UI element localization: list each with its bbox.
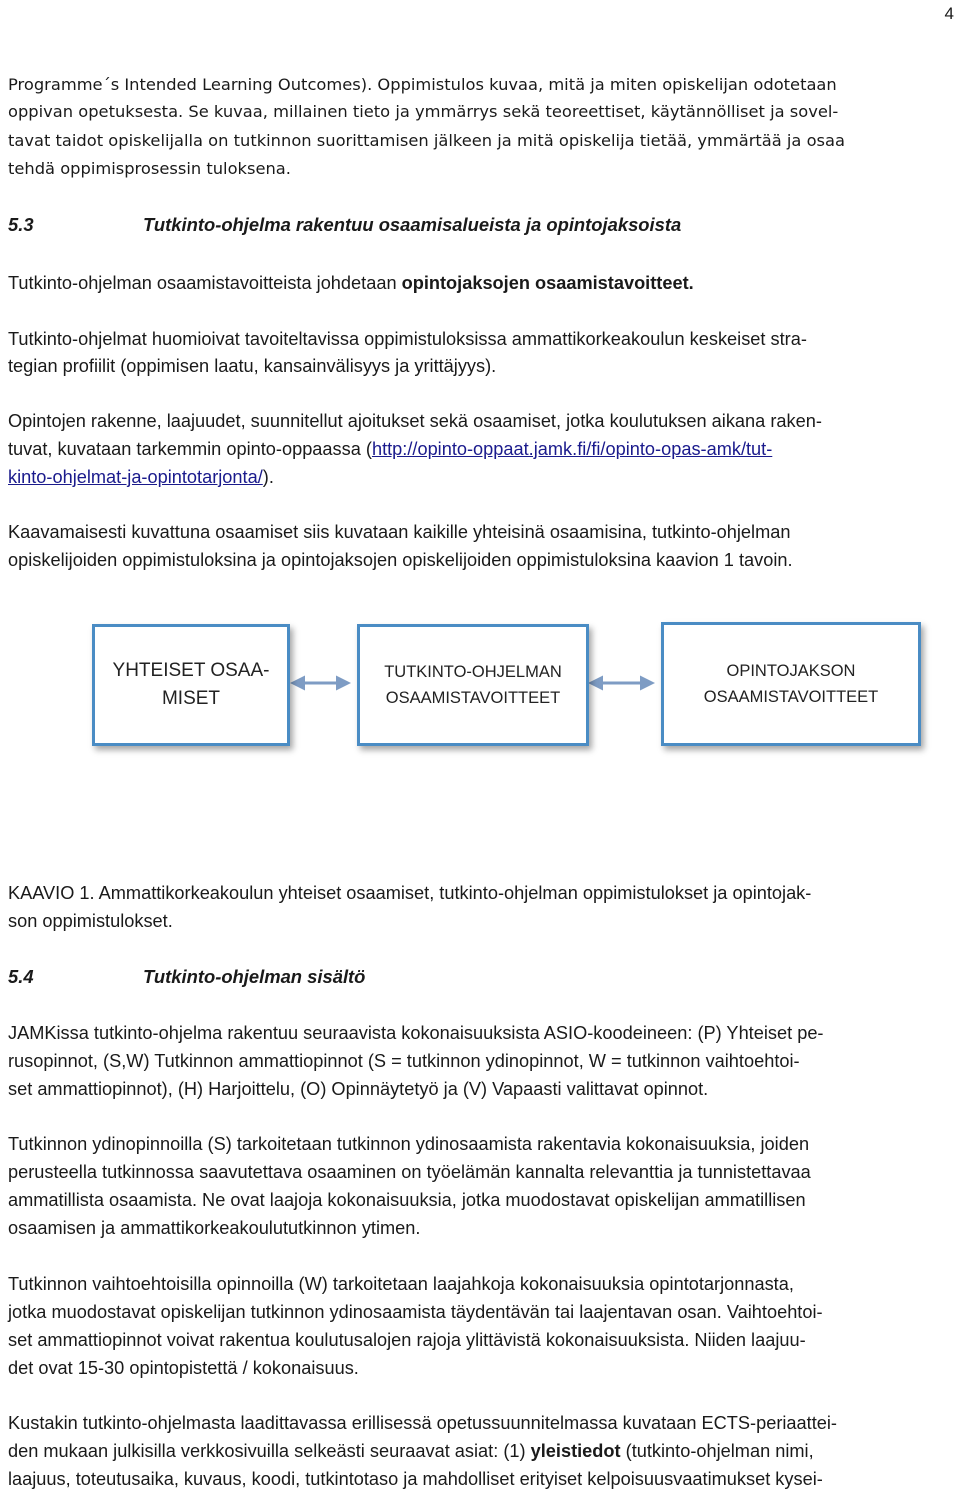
section-5-4-p3-line-4: det ovat 15-30 opintopistettä / kokonaisuus.	[8, 1358, 359, 1378]
outcomes-line-2: oppivan opetuksesta. Se kuvaa, millainen tieto ja ymmärrys sekä teoreettiset, käytännölliset ja sovel-	[8, 102, 839, 121]
section-5-4-p3-line-3: set ammattiopinnot voivat rakentua koulutusalojen rajoja ylittävistä kokonaisuuksista. Niiden laajuu-	[8, 1330, 806, 1350]
section-5-4-p1-line-1: JAMKissa tutkinto-ohjelma rakentuu seuraavista kokonaisuuksista ASIO-koodeineen: (P) Yhteiset pe-	[8, 1023, 824, 1043]
section-5-3-p4-line-1: Kaavamaisesti kuvattuna osaamiset siis kuvataan kaikille yhteisinä osaamisina, tutkinto-ohjelman	[8, 522, 791, 542]
paragraph-text: den mukaan julkisilla verkkosivuilla selkeästi seuraavat asiat: (1)	[8, 1441, 531, 1461]
section-5-4-p2-line-2: perusteella tutkinnossa saavutettava osaaminen on työelämän kannalta relevanttia ja tunnistettavaa	[8, 1162, 811, 1182]
section-5-3-p2-line-2: tegian profiilit (oppimisen laatu, kansainvälisyys ja yrittäjyys).	[8, 356, 497, 376]
bold-text: yleistiedot	[530, 1441, 621, 1461]
outcomes-line-1: Programme´s Intended Learning Outcomes). Oppimistulos kuvaa, mitä ja miten opiskelijan odotetaan	[8, 75, 837, 94]
section-5-4-p2-line-1: Tutkinnon ydinopinnoilla (S) tarkoitetaan tutkinnon ydinosaamista rakentavia kokonaisuuksia, joiden	[8, 1134, 810, 1154]
paragraph-text: ).	[262, 467, 274, 487]
section-5-3-p4-line-2: opiskelijoiden oppimistuloksina ja opintojaksojen opiskelijoiden oppimistuloksina kaavion 1 tavoin.	[8, 550, 793, 570]
bold-text: opintojaksojen osaamistavoitteet.	[401, 273, 694, 293]
box-text-line: OPINTOJAKSON	[726, 662, 856, 680]
box-text-line: MISET	[161, 688, 221, 709]
opinto-opas-link-continued[interactable]: kinto-ohjelmat-ja-opintotarjonta/	[8, 467, 263, 487]
section-5-4-p4-line-2	[8, 1437, 814, 1465]
paragraph-text: (tutkinto-ohjelman nimi,	[620, 1441, 814, 1461]
opinto-opas-link[interactable]: http://opinto-oppaat.jamk.fi/fi/opinto-opas-amk/tut-	[371, 439, 773, 459]
section-5-3-number: 5.3	[8, 214, 34, 235]
paragraph-text: Tutkinto-ohjelman osaamistavoitteista johdetaan	[8, 273, 402, 293]
section-5-3-p2-line-1: Tutkinto-ohjelmat huomioivat tavoiteltavissa oppimistuloksissa ammattikorkeakoulun keskeiset stra-	[8, 329, 807, 349]
diagram-box-opintojakson	[661, 622, 921, 746]
outcomes-line-3: tavat taidot opiskelijalla on tutkinnon suorittamisen jälkeen ja mitä opiskelija tietää, ymmärtää ja osaa	[8, 131, 845, 150]
section-5-3-title: Tutkinto-ohjelma rakentuu osaamisalueista ja opintojaksoista	[143, 214, 682, 235]
outcomes-line-4: tehdä oppimisprosessin tuloksena.	[8, 159, 291, 178]
section-5-4-heading	[0, 963, 960, 991]
section-5-4-p4-line-1: Kustakin tutkinto-ohjelmasta laadittavassa erillisessä opetussuunnitelmassa kuvataan ECTS-periaattei-	[8, 1413, 837, 1433]
paragraph-text: tuvat, kuvataan tarkemmin opinto-oppaassa (	[8, 439, 372, 459]
diagram-caption-line-2: son oppimistulokset.	[8, 911, 173, 931]
diagram-caption-line-1: KAAVIO 1. Ammattikorkeakoulun yhteiset osaamiset, tutkinto-ohjelman oppimistulokset ja opintojak-	[8, 883, 812, 903]
box-text-line: YHTEISET OSAA-	[112, 660, 270, 681]
box-text-line: OSAAMISTAVOITTEET	[703, 688, 879, 706]
section-5-4-p3-line-2: jotka muodostavat opiskelijan tutkinnon ydinosaamista täydentävän tai laajentavan osan. Vaihtoehtoi-	[8, 1302, 823, 1322]
section-5-4-title: Tutkinto-ohjelman sisältö	[143, 966, 366, 987]
diagram-box-yhteiset-osaamiset	[92, 624, 290, 746]
box-text-line: OSAAMISTAVOITTEET	[385, 689, 561, 707]
section-5-4-number: 5.4	[8, 966, 34, 987]
diagram-box-tutkinto-ohjelman	[357, 624, 589, 746]
section-5-3-p3-line-1: Opintojen rakenne, laajuudet, suunnitellut ajoitukset sekä osaamiset, jotka koulutuksen aikana raken-	[8, 411, 822, 431]
section-5-4-p1-line-2: rusopinnot, (S,W) Tutkinnon ammattiopinnot (S = tutkinnon ydinopinnot, W = tutkinnon vaihtoehtoi-	[8, 1051, 800, 1071]
section-5-4-p2-line-3: ammatillista osaamista. Ne ovat laajoja kokonaisuuksia, jotka muodostavat opiskelijan ammatillisen	[8, 1190, 806, 1210]
box-text-line: TUTKINTO-OHJELMAN	[384, 663, 562, 681]
section-5-4-p2-line-4: osaamisen ja ammattikorkeakoulututkinnon ytimen.	[8, 1218, 421, 1238]
page-number: 4	[944, 4, 954, 23]
section-5-4-p4-line-3: laajuus, toteutusaika, kuvaus, koodi, tutkintotaso ja mahdolliset erityiset kelpoisuusvaatimukset kysei-	[8, 1469, 823, 1489]
section-5-4-p1-line-3: set ammattiopinnot), (H) Harjoittelu, (O) Opinnäytetyö ja (V) Vapaasti valittavat opinnot.	[8, 1079, 709, 1099]
section-5-4-p3-line-1: Tutkinnon vaihtoehtoisilla opinnoilla (W) tarkoitetaan laajahkoja kokonaisuuksia opintotarjonnasta,	[8, 1274, 794, 1294]
